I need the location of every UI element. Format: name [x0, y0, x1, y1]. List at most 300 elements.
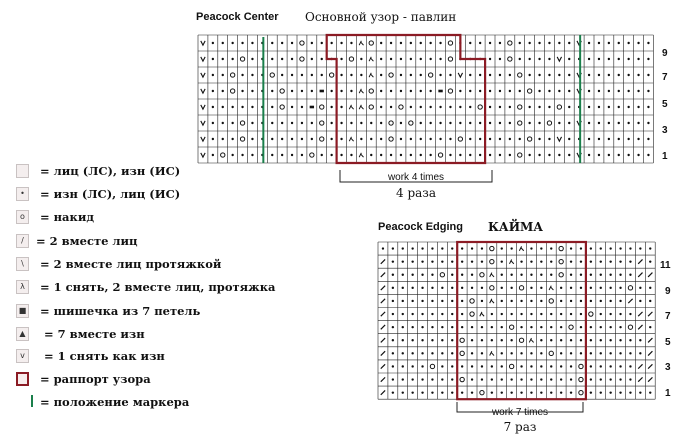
edging-cell-r5-c4-purl [421, 313, 423, 315]
edging-cell-r4-c4-purl [421, 300, 423, 302]
center-cell-r2-c17-sk2p [369, 73, 373, 77]
edging-cell-r8-c14-purl [520, 352, 522, 354]
edging-cell-r4-c0-k2tog [381, 299, 385, 303]
edging-cell-r10-c20-yo [579, 377, 583, 381]
center-cell-r5-c21-yo [409, 121, 413, 125]
edging-cell-r1-c22-purl [600, 260, 602, 262]
edging-cell-r0-c5-purl [431, 247, 433, 249]
edging-cell-r3-c15-purl [530, 287, 532, 289]
edging-cell-r4-c26-purl [639, 300, 641, 302]
edging-cell-r2-c12-purl [501, 274, 503, 276]
center-row-label-1: 1 [662, 151, 668, 162]
center-cell-r0-c14-purl [340, 42, 342, 44]
edging-cell-r3-c25-yo [628, 286, 632, 290]
center-cell-r7-c22-purl [420, 154, 422, 156]
center-cell-r3-c24-bobble [438, 90, 442, 93]
edging-cell-r7-c3-purl [411, 339, 413, 341]
center-cell-r3-c20-purl [400, 90, 402, 92]
edging-cell-r4-c18-purl [560, 300, 562, 302]
edging-cell-r7-c16-purl [540, 339, 542, 341]
edging-cell-r0-c25-purl [629, 247, 631, 249]
edging-cell-r1-c5-purl [431, 260, 433, 262]
edging-cell-r11-c5-purl [431, 391, 433, 393]
edging-cell-r5-c14-purl [520, 313, 522, 315]
center-cell-r5-c29-purl [489, 122, 491, 124]
center-cell-r7-c26-purl [459, 154, 461, 156]
edging-cell-r3-c27-purl [649, 287, 651, 289]
edging-cell-r0-c12-purl [501, 247, 503, 249]
edging-cell-r1-c11-yo [490, 259, 494, 263]
center-cell-r0-c3-purl [231, 42, 233, 44]
edging-cell-r5-c13-purl [510, 313, 512, 315]
edging-cell-r2-c1-purl [392, 274, 394, 276]
center-cell-r7-c33-purl [528, 154, 530, 156]
center-cell-r3-c37-purl [568, 90, 570, 92]
edging-cell-r10-c10-purl [481, 378, 483, 380]
center-cell-r5-c42-purl [618, 122, 620, 124]
edging-cell-r10-c16-purl [540, 378, 542, 380]
center-cell-r3-c15-purl [350, 90, 352, 92]
edging-cell-r4-c15-purl [530, 300, 532, 302]
center-cell-r3-c35-purl [548, 90, 550, 92]
center-cell-r2-c22-purl [420, 74, 422, 76]
center-cell-r3-c30-purl [499, 90, 501, 92]
edging-cell-r6-c12-purl [501, 326, 503, 328]
edging-cell-r3-c4-purl [421, 287, 423, 289]
edging-cell-r7-c6-purl [441, 339, 443, 341]
edging-cell-r6-c26-k2tog [638, 325, 642, 329]
edging-cell-r5-c20-purl [580, 313, 582, 315]
edging-cell-r10-c6-purl [441, 378, 443, 380]
edging-cell-r6-c15-purl [530, 326, 532, 328]
edging-cell-r3-c26-purl [639, 287, 641, 289]
edging-cell-r1-c3-purl [411, 260, 413, 262]
edging-cell-r2-c16-purl [540, 274, 542, 276]
center-cell-r1-c18-purl [380, 58, 382, 60]
center-row-label-5: 5 [662, 99, 668, 110]
center-cell-r1-c34-purl [538, 58, 540, 60]
legend-k2tog-text: = 2 вместе лиц [36, 234, 138, 248]
center-cell-r4-c44-purl [637, 106, 639, 108]
center-cell-r1-c35-purl [548, 58, 550, 60]
center-cell-r6-c40-purl [598, 138, 600, 140]
edging-cell-r2-c0-k2tog [381, 273, 385, 277]
edging-cell-r2-c10-yo [480, 273, 484, 277]
center-cell-r0-c9-purl [291, 42, 293, 44]
center-row-label-7: 7 [662, 72, 668, 83]
legend-sk2p-text: = 1 снять, 2 вместе лиц, протяжка [40, 280, 276, 294]
center-cell-r3-c8-yo [280, 89, 284, 93]
center-cell-r5-c19-yo [389, 121, 393, 125]
center-cell-r6-c25-purl [449, 138, 451, 140]
edging-cell-r7-c5-purl [431, 339, 433, 341]
center-cell-r0-c17-yo [369, 41, 373, 45]
edging-row-label-11: 11 [660, 260, 671, 271]
edging-cell-r4-c9-yo [470, 299, 474, 303]
edging-cell-r5-c16-purl [540, 313, 542, 315]
edging-cell-r4-c12-purl [501, 300, 503, 302]
legend-knit-text: = лиц (ЛС), изн (ИС) [40, 164, 181, 178]
edging-cell-r9-c16-purl [540, 365, 542, 367]
edging-cell-r4-c8-purl [461, 300, 463, 302]
center-cell-r1-c8-purl [281, 58, 283, 60]
center-cell-r5-c4-yo [240, 121, 244, 125]
edging-cell-r5-c3-purl [411, 313, 413, 315]
edging-cell-r4-c11-sk2p [490, 299, 494, 303]
center-cell-r6-c17-purl [370, 138, 372, 140]
edging-cell-r2-c20-purl [580, 274, 582, 276]
edging-cell-r7-c23-purl [609, 339, 611, 341]
edging-cell-r8-c8-yo [460, 351, 464, 355]
edging-cell-r6-c24-purl [619, 326, 621, 328]
center-cell-r2-c14-purl [340, 74, 342, 76]
edging-cell-r3-c2-purl [402, 287, 404, 289]
center-cell-r1-c44-purl [637, 58, 639, 60]
edging-cell-r2-c11-sk2p [490, 273, 494, 277]
center-cell-r4-c14-purl [340, 106, 342, 108]
center-cell-r3-c44-purl [637, 90, 639, 92]
edging-cell-r11-c3-purl [411, 391, 413, 393]
legend-repeat-icon [16, 372, 29, 386]
edging-cell-r9-c5-yo [430, 364, 434, 368]
center-cell-r0-c25-yo [448, 41, 452, 45]
center-cell-r5-c22-purl [420, 122, 422, 124]
edging-cell-r8-c9-purl [471, 352, 473, 354]
center-cell-r7-c8-purl [281, 154, 283, 156]
center-cell-r0-c21-purl [410, 42, 412, 44]
center-cell-r3-c28-purl [479, 90, 481, 92]
edging-cell-r10-c27-k2tog [648, 377, 652, 381]
edging-cell-r3-c10-purl [481, 287, 483, 289]
edging-cell-r4-c27-purl [649, 300, 651, 302]
legend-knit-icon [16, 164, 29, 178]
edging-cell-r9-c26-k2tog [638, 364, 642, 368]
edging-cell-r1-c6-purl [441, 260, 443, 262]
center-cell-r7-c20-purl [400, 154, 402, 156]
edging-cell-r8-c4-purl [421, 352, 423, 354]
center-cell-r7-c4-purl [241, 154, 243, 156]
center-cell-r3-c7-purl [271, 90, 273, 92]
center-cell-r6-c31-purl [509, 138, 511, 140]
center-cell-r4-c19-purl [390, 106, 392, 108]
center-cell-r7-c29-purl [489, 154, 491, 156]
edging-cell-r3-c17-sk2p [549, 286, 553, 290]
edging-cell-r5-c23-purl [609, 313, 611, 315]
center-cell-r5-c27-purl [469, 122, 471, 124]
edging-cell-r6-c4-purl [421, 326, 423, 328]
center-cell-r4-c21-purl [410, 106, 412, 108]
edging-cell-r0-c26-purl [639, 247, 641, 249]
edging-cell-r9-c17-purl [550, 365, 552, 367]
center-cell-r7-c9-purl [291, 154, 293, 156]
edging-cell-r7-c19-purl [570, 339, 572, 341]
edging-cell-r0-c4-purl [421, 247, 423, 249]
center-cell-r1-c3-purl [231, 58, 233, 60]
edging-cell-r11-c25-purl [629, 391, 631, 393]
center-cell-r6-c24-purl [439, 138, 441, 140]
center-cell-r7-c31-purl [509, 154, 511, 156]
edging-cell-r11-c16-purl [540, 391, 542, 393]
center-cell-r3-c3-yo [230, 89, 234, 93]
center-cell-r5-c44-purl [637, 122, 639, 124]
center-cell-r7-c37-purl [568, 154, 570, 156]
center-cell-r6-c18-purl [380, 138, 382, 140]
center-cell-r3-c21-purl [410, 90, 412, 92]
edging-cell-r3-c8-purl [461, 287, 463, 289]
center-cell-r3-c23-purl [429, 90, 431, 92]
center-cell-r4-c40-purl [598, 106, 600, 108]
center-cell-r5-c28-purl [479, 122, 481, 124]
center-cell-r3-c19-purl [390, 90, 392, 92]
edging-cell-r7-c11-purl [491, 339, 493, 341]
edging-cell-r8-c11-sk2p [490, 351, 494, 355]
center-cell-r0-c13-purl [330, 42, 332, 44]
center-cell-r5-c43-purl [627, 122, 629, 124]
edging-cell-r5-c25-purl [629, 313, 631, 315]
center-cell-r3-c41-purl [608, 90, 610, 92]
center-cell-r5-c36-purl [558, 122, 560, 124]
center-cell-r1-c36-slip [557, 57, 561, 61]
center-cell-r0-c12-purl [321, 42, 323, 44]
center-cell-r2-c2-purl [222, 74, 224, 76]
center-cell-r4-c0-slip [201, 105, 205, 109]
center-cell-r4-c42-purl [618, 106, 620, 108]
edging-cell-r10-c24-purl [619, 378, 621, 380]
center-cell-r5-c30-purl [499, 122, 501, 124]
center-cell-r0-c29-purl [489, 42, 491, 44]
center-cell-r5-c23-purl [429, 122, 431, 124]
center-cell-r2-c1-purl [212, 74, 214, 76]
center-cell-r6-c12-yo [320, 137, 324, 141]
edging-cell-r5-c22-purl [600, 313, 602, 315]
edging-cell-r9-c6-purl [441, 365, 443, 367]
center-cell-r3-c36-purl [558, 90, 560, 92]
edging-cell-r3-c5-purl [431, 287, 433, 289]
center-cell-r7-c19-purl [390, 154, 392, 156]
edging-cell-r3-c6-purl [441, 287, 443, 289]
edging-cell-r5-c8-purl [461, 313, 463, 315]
center-cell-r2-c8-purl [281, 74, 283, 76]
edging-cell-r0-c13-purl [510, 247, 512, 249]
edging-cell-r1-c9-purl [471, 260, 473, 262]
center-cell-r4-c8-yo [280, 105, 284, 109]
center-cell-r0-c41-purl [608, 42, 610, 44]
center-cell-r6-c5-purl [251, 138, 253, 140]
center-cell-r1-c30-purl [499, 58, 501, 60]
legend-p7tog-icon: ▲ [16, 327, 29, 341]
center-cell-r7-c0-slip [201, 153, 205, 157]
edging-cell-r3-c14-yo [519, 286, 523, 290]
edging-cell-r7-c12-purl [501, 339, 503, 341]
center-cell-r6-c10-purl [301, 138, 303, 140]
edging-cell-r2-c4-purl [421, 274, 423, 276]
edging-cell-r10-c18-purl [560, 378, 562, 380]
center-cell-r1-c7-purl [271, 58, 273, 60]
center-cell-r7-c7-purl [271, 154, 273, 156]
center-cell-r7-c12-purl [321, 154, 323, 156]
edging-cell-r2-c7-purl [451, 274, 453, 276]
edging-cell-r11-c0-k2tog [381, 390, 385, 394]
edging-title-ru: КАЙМА [488, 220, 544, 234]
center-cell-r3-c10-purl [301, 90, 303, 92]
edging-cell-r11-c13-purl [510, 391, 512, 393]
center-cell-r3-c39-purl [588, 90, 590, 92]
edging-cell-r0-c19-purl [570, 247, 572, 249]
edging-cell-r3-c18-purl [560, 287, 562, 289]
center-cell-r4-c32-yo [518, 105, 522, 109]
edging-cell-r7-c1-purl [392, 339, 394, 341]
legend-sk2p-icon: λ [16, 280, 29, 294]
center-cell-r0-c18-purl [380, 42, 382, 44]
edging-cell-r0-c27-purl [649, 247, 651, 249]
center-cell-r2-c39-purl [588, 74, 590, 76]
edging-cell-r10-c7-purl [451, 378, 453, 380]
edging-cell-r5-c5-purl [431, 313, 433, 315]
edging-cell-r8-c25-purl [629, 352, 631, 354]
edging-cell-r9-c10-purl [481, 365, 483, 367]
center-cell-r0-c45-purl [647, 42, 649, 44]
center-cell-r6-c35-purl [548, 138, 550, 140]
legend-yarn-over-icon: o [16, 210, 29, 224]
center-cell-r6-c23-purl [429, 138, 431, 140]
center-cell-r7-c41-purl [608, 154, 610, 156]
center-cell-r2-c19-yo [389, 73, 393, 77]
center-cell-r0-c0-slip [201, 41, 205, 45]
center-cell-r7-c3-purl [231, 154, 233, 156]
edging-cell-r7-c18-purl [560, 339, 562, 341]
center-cell-r0-c43-purl [627, 42, 629, 44]
edging-cell-r11-c20-yo [579, 390, 583, 394]
edging-cell-r9-c25-purl [629, 365, 631, 367]
center-cell-r6-c37-purl [568, 138, 570, 140]
center-cell-r7-c11-yo [310, 153, 314, 157]
edging-cell-r10-c5-purl [431, 378, 433, 380]
edging-cell-r10-c13-purl [510, 378, 512, 380]
center-cell-r2-c12-purl [321, 74, 323, 76]
edging-cell-r4-c21-purl [590, 300, 592, 302]
center-cell-r1-c15-yo [349, 57, 353, 61]
center-cell-r4-c22-purl [420, 106, 422, 108]
center-cell-r2-c35-purl [548, 74, 550, 76]
edging-cell-r11-c24-purl [619, 391, 621, 393]
edging-raz-label: 7 раз [503, 420, 537, 434]
edging-cell-r11-c26-purl [639, 391, 641, 393]
edging-cell-r8-c20-purl [580, 352, 582, 354]
center-cell-r0-c36-purl [558, 42, 560, 44]
center-cell-r6-c45-purl [647, 138, 649, 140]
center-cell-r4-c30-purl [499, 106, 501, 108]
center-cell-r4-c37-purl [568, 106, 570, 108]
center-raz-label: 4 раза [396, 186, 436, 200]
center-cell-r6-c14-purl [340, 138, 342, 140]
edging-cell-r8-c24-purl [619, 352, 621, 354]
center-cell-r5-c33-purl [528, 122, 530, 124]
edging-cell-r7-c21-purl [590, 339, 592, 341]
center-cell-r1-c1-purl [212, 58, 214, 60]
edging-cell-r11-c4-purl [421, 391, 423, 393]
center-cell-r0-c22-purl [420, 42, 422, 44]
center-cell-r1-c32-purl [519, 58, 521, 60]
center-cell-r6-c21-purl [410, 138, 412, 140]
center-cell-r7-c44-purl [637, 154, 639, 156]
center-cell-r1-c22-purl [420, 58, 422, 60]
edging-cell-r5-c18-purl [560, 313, 562, 315]
edging-cell-r1-c14-purl [520, 260, 522, 262]
edging-cell-r6-c22-purl [600, 326, 602, 328]
edging-cell-r0-c6-purl [441, 247, 443, 249]
center-cell-r2-c37-purl [568, 74, 570, 76]
edging-cell-r11-c14-purl [520, 391, 522, 393]
center-cell-r0-c28-purl [479, 42, 481, 44]
edging-cell-r6-c5-purl [431, 326, 433, 328]
edging-cell-r3-c16-purl [540, 287, 542, 289]
edging-cell-r3-c11-yo [490, 286, 494, 290]
edging-cell-r4-c2-purl [402, 300, 404, 302]
edging-cell-r0-c22-purl [600, 247, 602, 249]
center-cell-r6-c36-slip [557, 137, 561, 141]
center-cell-r1-c25-yo [448, 57, 452, 61]
edging-cell-r1-c8-purl [461, 260, 463, 262]
edging-cell-r11-c9-purl [471, 391, 473, 393]
edging-cell-r11-c17-purl [550, 391, 552, 393]
edging-cell-r1-c21-purl [590, 260, 592, 262]
center-cell-r5-c5-purl [251, 122, 253, 124]
center-cell-r1-c45-purl [647, 58, 649, 60]
edging-cell-r9-c11-purl [491, 365, 493, 367]
edging-cell-r4-c10-purl [481, 300, 483, 302]
edging-cell-r7-c17-purl [550, 339, 552, 341]
center-cell-r2-c34-purl [538, 74, 540, 76]
center-cell-r2-c36-purl [558, 74, 560, 76]
center-cell-r5-c8-purl [281, 122, 283, 124]
center-cell-r1-c0-slip [201, 57, 205, 61]
center-cell-r7-c36-purl [558, 154, 560, 156]
center-cell-r3-c1-purl [212, 90, 214, 92]
edging-cell-r3-c1-purl [392, 287, 394, 289]
center-cell-r6-c29-purl [489, 138, 491, 140]
center-cell-r2-c11-purl [311, 74, 313, 76]
legend-ssk-icon: \ [16, 257, 29, 271]
center-cell-r2-c7-yo [270, 73, 274, 77]
center-cell-r0-c15-purl [350, 42, 352, 44]
center-cell-r0-c10-yo [300, 41, 304, 45]
edging-cell-r6-c23-purl [609, 326, 611, 328]
center-cell-r0-c42-purl [618, 42, 620, 44]
edging-cell-r10-c2-purl [402, 378, 404, 380]
center-cell-r4-c12-yo [320, 105, 324, 109]
edging-cell-r2-c15-purl [530, 274, 532, 276]
center-cell-r0-c5-purl [251, 42, 253, 44]
edging-cell-r2-c23-purl [609, 274, 611, 276]
center-cell-r6-c15-sk2p [349, 137, 353, 141]
center-cell-r7-c5-purl [251, 154, 253, 156]
center-cell-r3-c11-purl [311, 90, 313, 92]
edging-cell-r9-c12-purl [501, 365, 503, 367]
center-cell-r1-c23-purl [429, 58, 431, 60]
center-cell-r5-c16-purl [360, 122, 362, 124]
center-cell-r4-c2-purl [222, 106, 224, 108]
edging-cell-r9-c18-purl [560, 365, 562, 367]
center-cell-r2-c41-purl [608, 74, 610, 76]
center-cell-r4-c20-yo [399, 105, 403, 109]
center-cell-r0-c37-purl [568, 42, 570, 44]
center-cell-r3-c12-bobble [320, 90, 324, 93]
edging-cell-r5-c10-sk2p [480, 312, 484, 316]
center-row-label-9: 9 [662, 48, 668, 59]
center-cell-r2-c40-purl [598, 74, 600, 76]
edging-cell-r0-c11-yo [490, 246, 494, 250]
edging-cell-r6-c11-purl [491, 326, 493, 328]
